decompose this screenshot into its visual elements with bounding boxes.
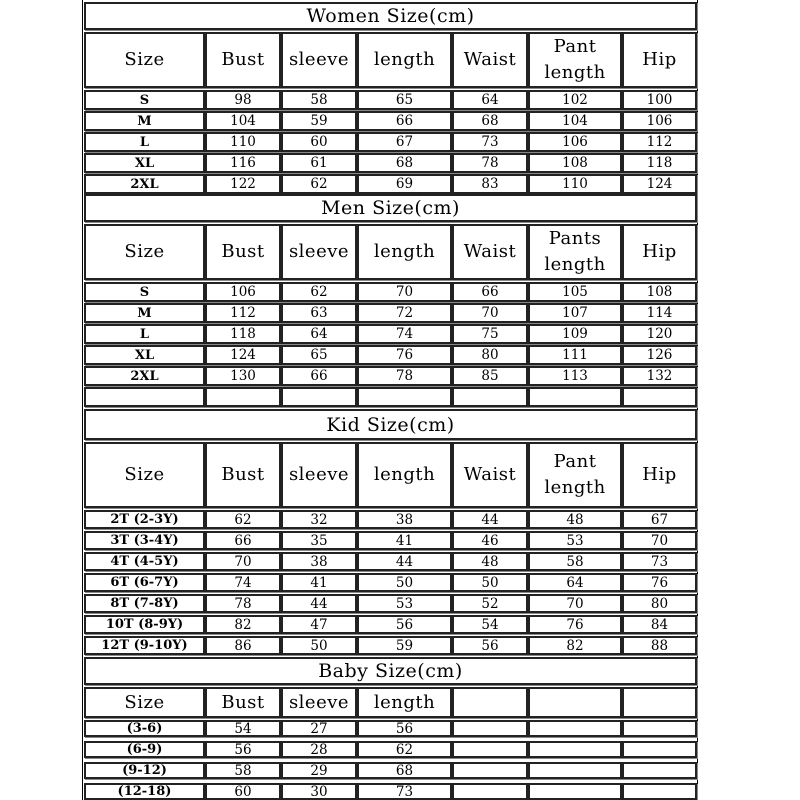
women-row-0-cell-5: 102	[528, 90, 622, 110]
women-row-0-size: S	[84, 90, 205, 110]
kid-header-3: length	[357, 442, 452, 508]
women-header-4: Waist	[452, 32, 528, 88]
men-header-0: Size	[84, 224, 205, 280]
women-row-3-cell-2: 61	[281, 153, 357, 173]
kid-row-4-size: 8T (7-8Y)	[84, 594, 205, 613]
kid-header-6: Hip	[622, 442, 697, 508]
kid-row-1-size: 3T (3-4Y)	[84, 531, 205, 550]
men-row-1-cell-1: 112	[205, 303, 281, 323]
baby-row-0-cell-3: 56	[357, 720, 452, 737]
kid-row-6-cell-3: 59	[357, 636, 452, 655]
kid-row-5-cell-5: 76	[528, 615, 622, 634]
women-row-0-cell-6: 100	[622, 90, 697, 110]
kid-row-4-cell-2: 44	[281, 594, 357, 613]
baby-row-1-cell-5	[528, 741, 622, 758]
men-row-2-cell-2: 64	[281, 324, 357, 344]
women-row-2-cell-3: 67	[357, 132, 452, 152]
baby-row-0-size: (3-6)	[84, 720, 205, 737]
kid-row-2-cell-6: 73	[622, 552, 697, 571]
men-row-0-cell-2: 62	[281, 282, 357, 302]
men-row-1-cell-5: 107	[528, 303, 622, 323]
kid-header-1: Bust	[205, 442, 281, 508]
baby-row-2-cell-1: 58	[205, 762, 281, 779]
women-row-0-cell-4: 64	[452, 90, 528, 110]
kid-header-2: sleeve	[281, 442, 357, 508]
women-row-1-cell-4: 68	[452, 111, 528, 131]
women-row-3-cell-4: 78	[452, 153, 528, 173]
men-row-5-cell-1	[205, 387, 281, 407]
men-row-5-cell-3	[357, 387, 452, 407]
men-row-1-size: M	[84, 303, 205, 323]
women-row-4-cell-2: 62	[281, 174, 357, 194]
kid-row-5-size: 10T (8-9Y)	[84, 615, 205, 634]
men-row-1-cell-3: 72	[357, 303, 452, 323]
baby-row-2-cell-2: 29	[281, 762, 357, 779]
women-header-6: Hip	[622, 32, 697, 88]
baby-row-3-size: (12-18)	[84, 783, 205, 800]
men-row-1-cell-6: 114	[622, 303, 697, 323]
men-row-4-cell-2: 66	[281, 366, 357, 386]
men-header-4: Waist	[452, 224, 528, 280]
women-header-3: length	[357, 32, 452, 88]
kid-row-5-cell-4: 54	[452, 615, 528, 634]
women-row-3-cell-3: 68	[357, 153, 452, 173]
women-row-4-size: 2XL	[84, 174, 205, 194]
kid-row-0-cell-1: 62	[205, 510, 281, 529]
men-header-2: sleeve	[281, 224, 357, 280]
baby-row-3-cell-2: 30	[281, 783, 357, 800]
women-row-2-size: L	[84, 132, 205, 152]
baby-row-0-cell-4	[452, 720, 528, 737]
women-row-2-cell-4: 73	[452, 132, 528, 152]
kid-row-2-cell-1: 70	[205, 552, 281, 571]
men-row-3-cell-6: 126	[622, 345, 697, 365]
kid-row-5-cell-2: 47	[281, 615, 357, 634]
baby-row-3-cell-4	[452, 783, 528, 800]
men-row-3-cell-4: 80	[452, 345, 528, 365]
men-row-5-cell-4	[452, 387, 528, 407]
kid-row-0-cell-3: 38	[357, 510, 452, 529]
women-row-0-cell-1: 98	[205, 90, 281, 110]
kid-row-1-cell-1: 66	[205, 531, 281, 550]
baby-row-1-cell-6	[622, 741, 697, 758]
baby-header-4	[452, 687, 528, 718]
kid-row-6-cell-5: 82	[528, 636, 622, 655]
baby-header-5	[528, 687, 622, 718]
men-row-4-cell-3: 78	[357, 366, 452, 386]
kid-header-5: Pant length	[528, 442, 622, 508]
baby-header-1: Bust	[205, 687, 281, 718]
kid-row-3-cell-6: 76	[622, 573, 697, 592]
baby-row-2-cell-5	[528, 762, 622, 779]
men-row-3-cell-5: 111	[528, 345, 622, 365]
women-header-0: Size	[84, 32, 205, 88]
kid-row-1-cell-3: 41	[357, 531, 452, 550]
women-row-2-cell-2: 60	[281, 132, 357, 152]
women-row-3-size: XL	[84, 153, 205, 173]
baby-row-2-cell-6	[622, 762, 697, 779]
kid-row-5-cell-1: 82	[205, 615, 281, 634]
women-row-4-cell-3: 69	[357, 174, 452, 194]
men-header-5: Pants length	[528, 224, 622, 280]
baby-header-3: length	[357, 687, 452, 718]
men-row-0-size: S	[84, 282, 205, 302]
baby-header-0: Size	[84, 687, 205, 718]
men-row-2-size: L	[84, 324, 205, 344]
kid-row-6-cell-4: 56	[452, 636, 528, 655]
women-header-2: sleeve	[281, 32, 357, 88]
men-row-0-cell-3: 70	[357, 282, 452, 302]
men-row-5-cell-5	[528, 387, 622, 407]
women-row-3-cell-5: 108	[528, 153, 622, 173]
men-row-3-cell-3: 76	[357, 345, 452, 365]
baby-row-0-cell-1: 54	[205, 720, 281, 737]
baby-header-2: sleeve	[281, 687, 357, 718]
kid-row-3-cell-2: 41	[281, 573, 357, 592]
women-row-1-cell-3: 66	[357, 111, 452, 131]
men-row-4-cell-6: 132	[622, 366, 697, 386]
men-row-3-cell-2: 65	[281, 345, 357, 365]
kid-row-0-cell-4: 44	[452, 510, 528, 529]
women-row-0-cell-3: 65	[357, 90, 452, 110]
kid-title: Kid Size(cm)	[84, 409, 697, 440]
women-row-4-cell-4: 83	[452, 174, 528, 194]
baby-row-1-cell-3: 62	[357, 741, 452, 758]
baby-row-3-cell-1: 60	[205, 783, 281, 800]
kid-row-3-size: 6T (6-7Y)	[84, 573, 205, 592]
kid-row-1-cell-4: 46	[452, 531, 528, 550]
men-header-6: Hip	[622, 224, 697, 280]
kid-row-4-cell-4: 52	[452, 594, 528, 613]
men-row-2-cell-1: 118	[205, 324, 281, 344]
women-row-3-cell-6: 118	[622, 153, 697, 173]
baby-row-0-cell-2: 27	[281, 720, 357, 737]
men-header-1: Bust	[205, 224, 281, 280]
kid-row-2-cell-2: 38	[281, 552, 357, 571]
women-row-1-cell-2: 59	[281, 111, 357, 131]
baby-row-3-cell-6	[622, 783, 697, 800]
men-row-4-size: 2XL	[84, 366, 205, 386]
kid-row-6-size: 12T (9-10Y)	[84, 636, 205, 655]
men-row-0-cell-4: 66	[452, 282, 528, 302]
men-row-4-cell-4: 85	[452, 366, 528, 386]
men-header-3: length	[357, 224, 452, 280]
baby-row-3-cell-3: 73	[357, 783, 452, 800]
kid-row-3-cell-3: 50	[357, 573, 452, 592]
women-header-5: Pant length	[528, 32, 622, 88]
women-row-1-cell-6: 106	[622, 111, 697, 131]
kid-row-0-cell-5: 48	[528, 510, 622, 529]
women-row-3-cell-1: 116	[205, 153, 281, 173]
kid-row-6-cell-6: 88	[622, 636, 697, 655]
men-row-1-cell-4: 70	[452, 303, 528, 323]
men-row-5-cell-6	[622, 387, 697, 407]
men-row-5-size	[84, 387, 205, 407]
baby-header-6	[622, 687, 697, 718]
kid-row-3-cell-1: 74	[205, 573, 281, 592]
women-row-1-cell-1: 104	[205, 111, 281, 131]
kid-row-3-cell-5: 64	[528, 573, 622, 592]
kid-row-2-size: 4T (4-5Y)	[84, 552, 205, 571]
men-row-4-cell-5: 113	[528, 366, 622, 386]
women-row-1-cell-5: 104	[528, 111, 622, 131]
kid-row-1-cell-2: 35	[281, 531, 357, 550]
men-row-0-cell-6: 108	[622, 282, 697, 302]
men-row-5-cell-2	[281, 387, 357, 407]
kid-row-6-cell-2: 50	[281, 636, 357, 655]
women-row-2-cell-6: 112	[622, 132, 697, 152]
men-row-2-cell-3: 74	[357, 324, 452, 344]
men-row-3-size: XL	[84, 345, 205, 365]
baby-row-0-cell-5	[528, 720, 622, 737]
baby-row-2-cell-4	[452, 762, 528, 779]
women-row-4-cell-6: 124	[622, 174, 697, 194]
kid-header-4: Waist	[452, 442, 528, 508]
kid-row-2-cell-3: 44	[357, 552, 452, 571]
kid-row-5-cell-6: 84	[622, 615, 697, 634]
men-row-3-cell-1: 124	[205, 345, 281, 365]
kid-row-5-cell-3: 56	[357, 615, 452, 634]
kid-row-2-cell-4: 48	[452, 552, 528, 571]
baby-row-1-cell-1: 56	[205, 741, 281, 758]
baby-row-2-cell-3: 68	[357, 762, 452, 779]
women-header-1: Bust	[205, 32, 281, 88]
women-row-0-cell-2: 58	[281, 90, 357, 110]
baby-row-3-cell-5	[528, 783, 622, 800]
kid-row-2-cell-5: 58	[528, 552, 622, 571]
men-row-2-cell-6: 120	[622, 324, 697, 344]
kid-row-4-cell-6: 80	[622, 594, 697, 613]
baby-row-1-size: (6-9)	[84, 741, 205, 758]
men-row-4-cell-1: 130	[205, 366, 281, 386]
kid-row-4-cell-5: 70	[528, 594, 622, 613]
women-row-4-cell-1: 122	[205, 174, 281, 194]
kid-header-0: Size	[84, 442, 205, 508]
baby-row-2-size: (9-12)	[84, 762, 205, 779]
men-row-2-cell-5: 109	[528, 324, 622, 344]
kid-row-4-cell-3: 53	[357, 594, 452, 613]
women-row-1-size: M	[84, 111, 205, 131]
women-row-2-cell-5: 106	[528, 132, 622, 152]
kid-row-0-cell-6: 67	[622, 510, 697, 529]
men-row-0-cell-5: 105	[528, 282, 622, 302]
baby-row-1-cell-2: 28	[281, 741, 357, 758]
men-title: Men Size(cm)	[84, 194, 697, 222]
women-row-2-cell-1: 110	[205, 132, 281, 152]
men-row-2-cell-4: 75	[452, 324, 528, 344]
men-row-0-cell-1: 106	[205, 282, 281, 302]
kid-row-4-cell-1: 78	[205, 594, 281, 613]
kid-row-0-size: 2T (2-3Y)	[84, 510, 205, 529]
men-row-1-cell-2: 63	[281, 303, 357, 323]
kid-row-1-cell-5: 53	[528, 531, 622, 550]
kid-row-1-cell-6: 70	[622, 531, 697, 550]
baby-row-1-cell-4	[452, 741, 528, 758]
women-row-4-cell-5: 110	[528, 174, 622, 194]
baby-title: Baby Size(cm)	[84, 657, 697, 685]
kid-row-0-cell-2: 32	[281, 510, 357, 529]
kid-row-3-cell-4: 50	[452, 573, 528, 592]
baby-row-0-cell-6	[622, 720, 697, 737]
kid-row-6-cell-1: 86	[205, 636, 281, 655]
women-title: Women Size(cm)	[84, 2, 697, 30]
